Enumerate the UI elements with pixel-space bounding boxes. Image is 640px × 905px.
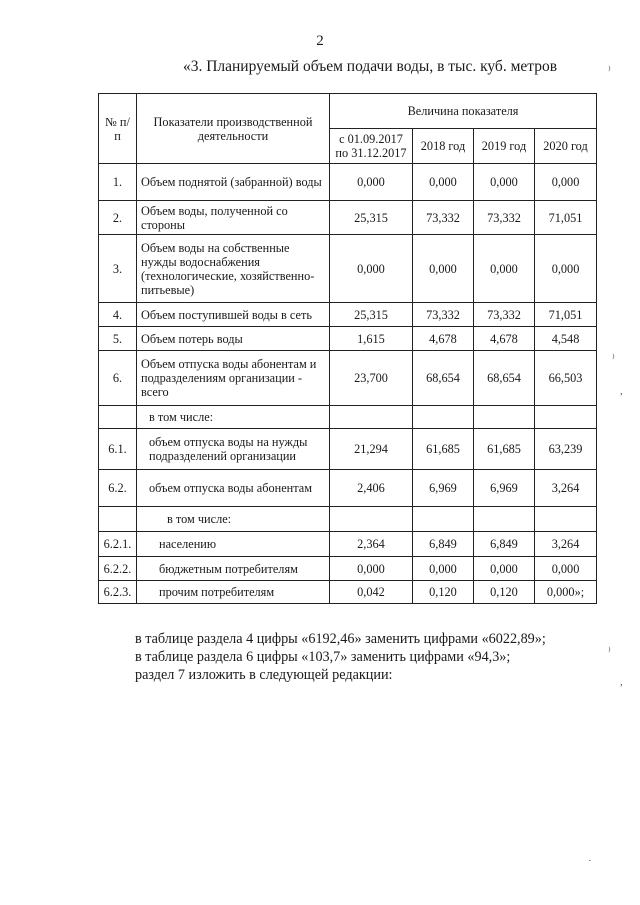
- row-value: [330, 507, 413, 532]
- header-period: 2019 год: [474, 129, 535, 164]
- row-value: 6,969: [474, 470, 535, 507]
- header-value-group: Величина показателя: [330, 94, 597, 129]
- row-value: 4,678: [474, 327, 535, 351]
- table-row: [99, 581, 597, 604]
- row-value: 0,000: [535, 557, 597, 581]
- row-label: в том числе:: [137, 507, 330, 532]
- scan-speck: ,: [620, 676, 623, 688]
- table-row: [99, 303, 597, 327]
- row-value: 6,849: [413, 532, 474, 557]
- header-period: 2018 год: [413, 129, 474, 164]
- scan-speck: ⁾: [612, 353, 615, 365]
- table-row: [99, 557, 597, 581]
- row-value: 63,239: [535, 429, 597, 470]
- water-supply-table: [98, 93, 597, 604]
- amendment-text: [135, 630, 546, 684]
- row-value: 61,685: [474, 429, 535, 470]
- row-value: 3,264: [535, 532, 597, 557]
- row-label: прочим потребителям: [137, 581, 330, 604]
- row-num: [99, 406, 137, 429]
- table-row: [99, 201, 597, 235]
- row-value: 73,332: [474, 303, 535, 327]
- row-num: 6.: [99, 351, 137, 406]
- row-value: 0,000: [413, 235, 474, 303]
- row-value: 0,000: [474, 557, 535, 581]
- row-value: 25,315: [330, 303, 413, 327]
- table-row: [99, 507, 597, 532]
- row-value: 0,000»;: [535, 581, 597, 604]
- row-num: 6.2.2.: [99, 557, 137, 581]
- row-value: 2,364: [330, 532, 413, 557]
- row-label: в том числе:: [137, 406, 330, 429]
- row-value: [413, 507, 474, 532]
- row-value: 66,503: [535, 351, 597, 406]
- row-label: Объем поднятой (забранной) воды: [137, 164, 330, 201]
- row-value: [535, 406, 597, 429]
- row-value: 1,615: [330, 327, 413, 351]
- table-row: [99, 164, 597, 201]
- row-num: 6.2.: [99, 470, 137, 507]
- row-value: 3,264: [535, 470, 597, 507]
- row-label: объем отпуска воды на нужды подразделений организации: [137, 429, 330, 470]
- row-value: [330, 406, 413, 429]
- row-label: Объем отпуска воды абонентам и подразделениям организации - всего: [137, 351, 330, 406]
- row-value: 0,000: [474, 164, 535, 201]
- row-label: Объем воды на собственные нужды водоснабжения (технологические, хозяйственно-питьевые): [137, 235, 330, 303]
- table-row: [99, 429, 597, 470]
- amendment-line: в таблице раздела 6 цифры «103,7» заменить цифрами «94,3»;: [135, 649, 511, 665]
- row-num: 6.1.: [99, 429, 137, 470]
- row-value: 0,000: [330, 557, 413, 581]
- table-row: [99, 351, 597, 406]
- table-row: [99, 470, 597, 507]
- row-label: населению: [137, 532, 330, 557]
- row-value: 0,000: [535, 235, 597, 303]
- row-value: 61,685: [413, 429, 474, 470]
- row-value: 73,332: [474, 201, 535, 235]
- table-row: [99, 406, 597, 429]
- row-value: 6,969: [413, 470, 474, 507]
- header-period: с 01.09.2017 по 31.12.2017: [330, 129, 413, 164]
- row-value: 73,332: [413, 201, 474, 235]
- row-label: объем отпуска воды абонентам: [137, 470, 330, 507]
- header-period: 2020 год: [535, 129, 597, 164]
- header-num: № п/п: [99, 94, 137, 164]
- row-value: 68,654: [474, 351, 535, 406]
- row-value: [474, 406, 535, 429]
- scan-speck: ,: [620, 385, 623, 397]
- section-title: «3. Планируемый объем подачи воды, в тыс. куб. метров: [182, 58, 558, 75]
- row-num: 6.2.3.: [99, 581, 137, 604]
- row-value: 0,000: [413, 557, 474, 581]
- row-value: 0,000: [474, 235, 535, 303]
- row-num: 6.2.1.: [99, 532, 137, 557]
- row-value: 21,294: [330, 429, 413, 470]
- row-num: [99, 507, 137, 532]
- row-label: Объем поступившей воды в сеть: [137, 303, 330, 327]
- scan-speck: ⁾: [608, 65, 611, 77]
- header-indicator: Показатели производственной деятельности: [137, 94, 330, 164]
- table-header-row: [99, 94, 597, 129]
- row-value: 0,120: [413, 581, 474, 604]
- row-value: [474, 507, 535, 532]
- row-label: Объем воды, полученной со стороны: [137, 201, 330, 235]
- row-value: 23,700: [330, 351, 413, 406]
- row-value: 2,406: [330, 470, 413, 507]
- row-value: 4,548: [535, 327, 597, 351]
- row-label: бюджетным потребителям: [137, 557, 330, 581]
- row-num: 1.: [99, 164, 137, 201]
- table-row: [99, 327, 597, 351]
- amendment-line: раздел 7 изложить в следующей редакции:: [135, 667, 393, 683]
- row-label: Объем потерь воды: [137, 327, 330, 351]
- row-num: 3.: [99, 235, 137, 303]
- amendment-line: в таблице раздела 4 цифры «6192,46» заменить цифрами «6022,89»;: [135, 631, 546, 647]
- table-row: [99, 532, 597, 557]
- row-num: 4.: [99, 303, 137, 327]
- row-value: 0,000: [413, 164, 474, 201]
- row-value: 0,000: [330, 235, 413, 303]
- row-value: 73,332: [413, 303, 474, 327]
- page-number: 2: [316, 33, 324, 49]
- row-value: 4,678: [413, 327, 474, 351]
- scan-speck: ·: [588, 855, 592, 867]
- row-num: 5.: [99, 327, 137, 351]
- row-value: 71,051: [535, 201, 597, 235]
- row-value: 0,000: [330, 164, 413, 201]
- row-num: 2.: [99, 201, 137, 235]
- row-value: [535, 507, 597, 532]
- table-row: [99, 235, 597, 303]
- row-value: 0,042: [330, 581, 413, 604]
- row-value: 68,654: [413, 351, 474, 406]
- scan-speck: ⁾: [608, 646, 611, 658]
- row-value: 25,315: [330, 201, 413, 235]
- row-value: 0,000: [535, 164, 597, 201]
- row-value: 0,120: [474, 581, 535, 604]
- row-value: 71,051: [535, 303, 597, 327]
- row-value: 6,849: [474, 532, 535, 557]
- row-value: [413, 406, 474, 429]
